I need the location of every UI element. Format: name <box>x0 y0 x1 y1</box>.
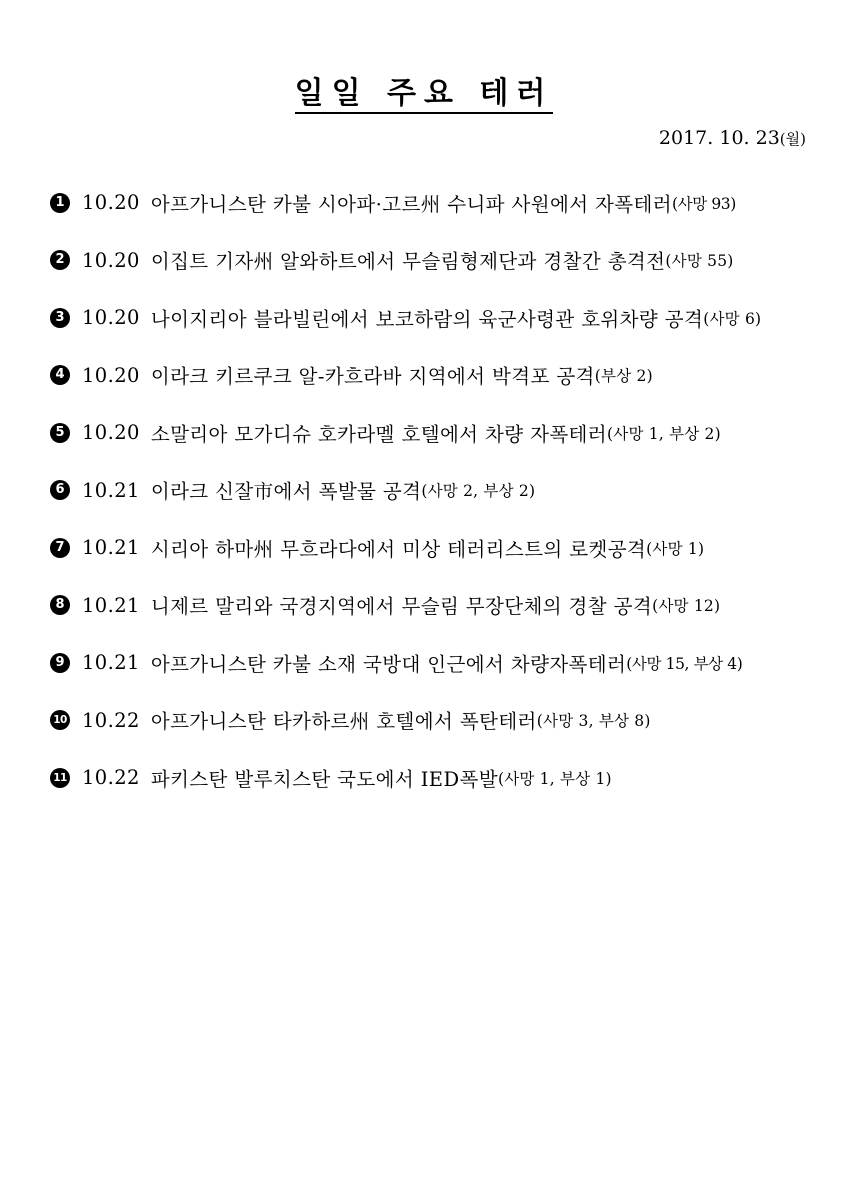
page-title <box>0 72 848 116</box>
incident-number-badge: 11 <box>50 768 70 788</box>
incident-date: 10.20 <box>82 421 140 445</box>
incident-casualties: (사망 2, 부상 2) <box>421 482 536 501</box>
incident-item <box>50 347 820 405</box>
incident-number-badge: 3 <box>50 308 70 328</box>
report-date <box>659 124 806 153</box>
incident-date: 10.20 <box>82 191 140 215</box>
incident-casualties: (사망 12) <box>652 597 721 616</box>
incident-casualties: (사망 3, 부상 8) <box>536 712 651 731</box>
incident-item <box>50 634 820 692</box>
incident-description: 소말리아 모가디슈 호카라멜 호텔에서 차량 자폭테러 <box>150 422 608 446</box>
incident-casualties: (사망 55) <box>665 252 734 271</box>
incident-description: 아프가니스탄 카불 시아파·고르州 수니파 사원에서 자폭테러 <box>150 192 673 216</box>
incident-casualties: (부상 2) <box>594 367 653 386</box>
incident-description: 아프가니스탄 타카하르州 호텔에서 폭탄테러 <box>150 710 537 734</box>
incident-description: 이라크 키르쿠크 알-카흐라바 지역에서 박격포 공격 <box>150 365 595 389</box>
incident-list <box>50 174 820 807</box>
incident-item <box>50 174 820 232</box>
incident-number-badge: 5 <box>50 423 70 443</box>
incident-description: 아프가니스탄 카불 소재 국방대 인근에서 차량자폭테러 <box>150 652 627 676</box>
incident-date: 10.20 <box>82 363 140 387</box>
incident-date: 10.21 <box>82 478 140 502</box>
incident-date: 10.21 <box>82 651 140 675</box>
incident-item <box>50 692 820 750</box>
incident-item <box>50 404 820 462</box>
incident-item <box>50 519 820 577</box>
incident-casualties: (사망 1) <box>646 539 705 558</box>
incident-description: 이집트 기자州 알와하트에서 무슬림형제단과 경찰간 총격전 <box>150 250 666 274</box>
incident-date: 10.20 <box>82 248 140 272</box>
incident-description: 니제르 말리와 국경지역에서 무슬림 무장단체의 경찰 공격 <box>150 595 653 619</box>
incident-date: 10.22 <box>82 708 140 732</box>
incident-number-badge: 1 <box>50 193 70 213</box>
incident-date: 10.21 <box>82 593 140 617</box>
incident-number-badge: 6 <box>50 480 70 500</box>
incident-number-badge: 10 <box>50 710 70 730</box>
incident-description: 시리아 하마州 무흐라다에서 미상 테러리스트의 로켓공격 <box>150 537 647 561</box>
incident-item <box>50 577 820 635</box>
incident-description: 이라크 신잘市에서 폭발물 공격 <box>150 480 422 504</box>
incident-casualties: (사망 6) <box>703 309 762 328</box>
incident-casualties: (사망 93) <box>672 194 736 213</box>
incident-date: 10.20 <box>82 306 140 330</box>
report-day-of-week: (월) <box>779 130 806 148</box>
incident-casualties: (사망 15, 부상 4) <box>626 654 743 673</box>
page-title-text: 일일 주요 테러 <box>295 76 554 114</box>
incident-description: 파키스탄 발루치스탄 국도에서 IED폭발 <box>150 767 498 791</box>
incident-item <box>50 749 820 807</box>
incident-number-badge: 7 <box>50 538 70 558</box>
incident-number-badge: 2 <box>50 250 70 270</box>
incident-date: 10.22 <box>82 766 140 790</box>
incident-date: 10.21 <box>82 536 140 560</box>
incident-number-badge: 4 <box>50 365 70 385</box>
incident-casualties: (사망 1, 부상 2) <box>607 424 721 443</box>
incident-item <box>50 232 820 290</box>
report-date-value: 2017. 10. 23 <box>658 127 780 149</box>
incident-number-badge: 9 <box>50 653 70 673</box>
incident-casualties: (사망 1, 부상 1) <box>497 769 612 788</box>
incident-number-badge: 8 <box>50 595 70 615</box>
incident-item <box>50 462 820 520</box>
incident-description: 나이지리아 블라빌린에서 보코하람의 육군사령관 호위차량 공격 <box>150 307 704 331</box>
incident-item <box>50 289 820 347</box>
